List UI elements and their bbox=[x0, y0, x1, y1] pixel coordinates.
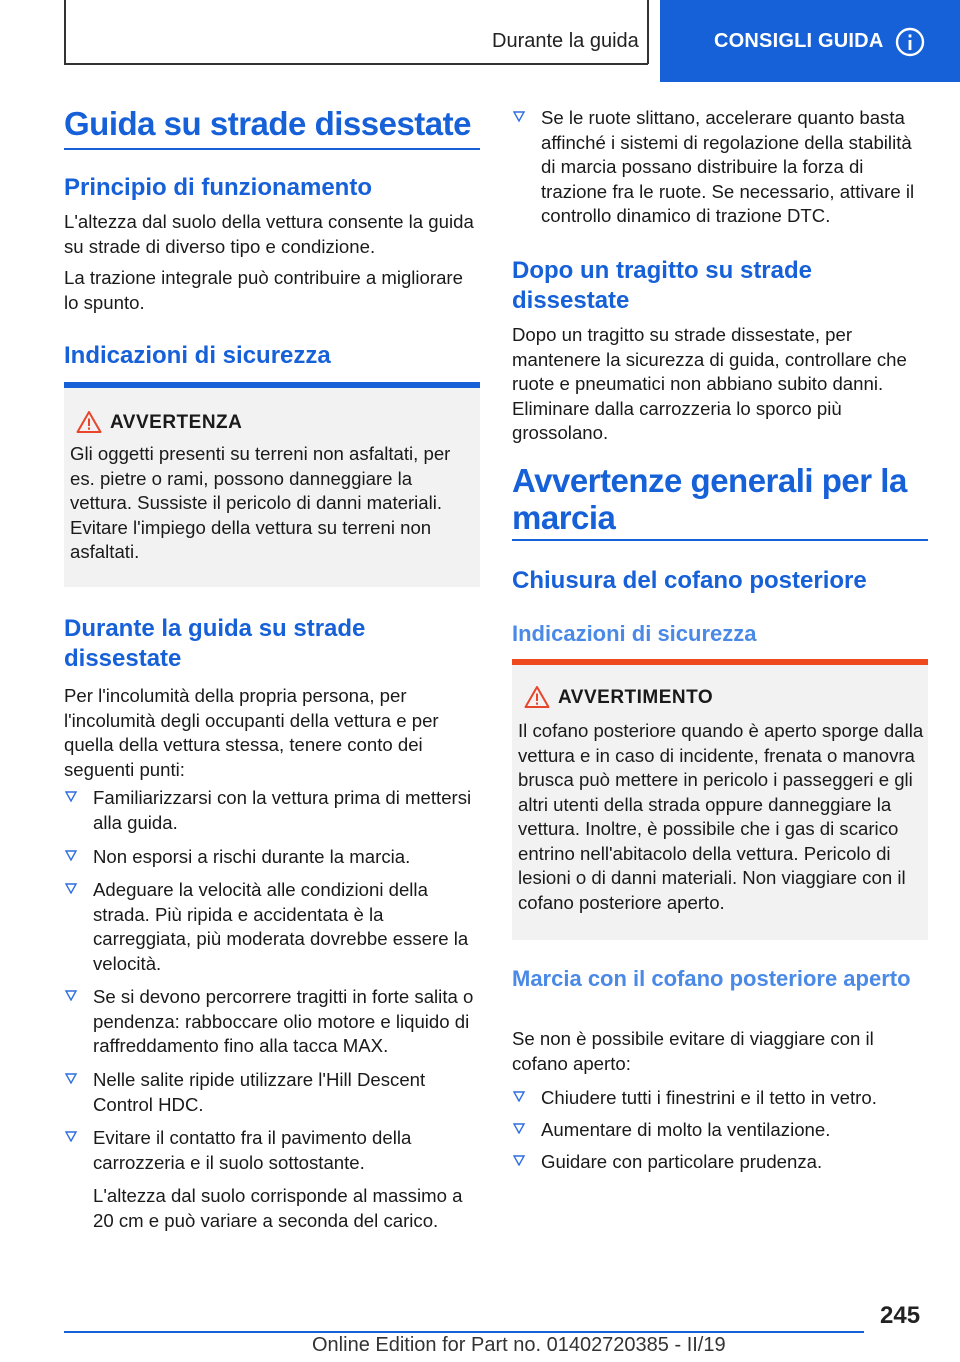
header-rule-divider bbox=[647, 0, 649, 64]
warning-box bbox=[512, 659, 928, 940]
heading-chiusura: Chiusura del cofano posteriore bbox=[512, 567, 867, 594]
section-title: Durante la guida bbox=[492, 30, 639, 52]
heading-dopo: Dopo un tragitto su strade dissestate bbox=[512, 257, 812, 314]
page-number: 245 bbox=[880, 1302, 921, 1329]
header-rule-left bbox=[64, 0, 66, 64]
subheading-sicurezza: Indicazioni di sicurezza bbox=[512, 621, 757, 646]
paragraph: Dopo un tragitto su strade dissestate, per mantenere la sicurezza di guida, controllare che ruote e pneumatici non abbiano subito danni. Eliminare dalla carrozzeria lo sporco più grossolano. bbox=[512, 324, 907, 443]
triangle-bullet-icon bbox=[513, 1122, 525, 1134]
list-item: Aumentare di molto la ventilazione. bbox=[541, 1118, 928, 1143]
heading-principio: Principio di funzionamento bbox=[64, 174, 372, 201]
warning-title: AVVERTENZA bbox=[110, 412, 243, 433]
info-icon[interactable] bbox=[894, 26, 926, 58]
heading-rule bbox=[512, 539, 928, 541]
warning-bar bbox=[512, 659, 928, 665]
triangle-bullet-icon bbox=[65, 882, 77, 894]
chapter-tab-label: CONSIGLI GUIDA bbox=[714, 30, 884, 52]
heading-durante: Durante la guida su strade dissestate bbox=[64, 615, 366, 672]
paragraph: Per l'incolumità della propria persona, per l'incolumità degli occupanti della vettura e per quella della vettura stessa, tenere conto dei seguenti punti: bbox=[64, 685, 439, 780]
triangle-bullet-icon bbox=[65, 849, 77, 861]
triangle-bullet-icon bbox=[65, 1072, 77, 1084]
triangle-bullet-icon bbox=[513, 1090, 525, 1102]
list-item: Non esporsi a rischi durante la marcia. bbox=[93, 845, 480, 870]
list-item: Chiudere tutti i finestrini e il tetto in vetro. bbox=[541, 1086, 928, 1111]
paragraph: L'altezza dal suolo della vettura consente la guida su strade di diverso tipo e condizione. bbox=[64, 211, 474, 257]
header-rule-bottom bbox=[64, 63, 648, 65]
triangle-bullet-icon bbox=[513, 1154, 525, 1166]
heading-rule bbox=[64, 148, 480, 150]
list-item: Nelle salite ripide utilizzare l'Hill Descent Control HDC. bbox=[93, 1068, 480, 1117]
page-heading: Guida su strade dissestate bbox=[64, 105, 471, 142]
warning-triangle-icon bbox=[76, 410, 102, 434]
triangle-bullet-icon bbox=[513, 110, 525, 122]
list-item: Familiarizzarsi con la vettura prima di mettersi alla guida. bbox=[93, 786, 480, 835]
warning-text: Il cofano posteriore quando è aperto sporge dalla vettura e in caso di incidente, frenata o manovra brusca può mettere in pericolo i passeggeri e gli altri utenti della strada oppure danneggiare la vettura. Inoltre, è possibile che i gas di scarico entrino nell'abitacolo della vettura. Pericolo di lesioni o di danni materiali. Non viaggiare con il cofano posteriore aperto. bbox=[518, 720, 924, 913]
warning-triangle-icon bbox=[524, 685, 550, 709]
warning-text: Gli oggetti presenti su terreni non asfaltati, per es. pietre o rami, possono danneggiare la vettura. Sussiste il pericolo di danni materiali. Evitare l'impiego della vettura su terreni non asfaltati. bbox=[70, 443, 451, 562]
paragraph: Se non è possibile evitare di viaggiare con il cofano aperto: bbox=[512, 1028, 874, 1074]
warning-title: AVVERTIMENTO bbox=[558, 687, 714, 708]
list-note: L'altezza dal suolo corrisponde al massimo a 20 cm e può variare a seconda del carico. bbox=[93, 1185, 463, 1231]
list-item: Guidare con particolare prudenza. bbox=[541, 1150, 928, 1175]
heading-sicurezza: Indicazioni di sicurezza bbox=[64, 342, 331, 369]
footer-edition: Online Edition for Part no. 01402720385 - II/19 bbox=[312, 1334, 726, 1356]
triangle-bullet-icon bbox=[65, 1130, 77, 1142]
footer-rule bbox=[64, 1331, 864, 1333]
chapter-tab[interactable] bbox=[660, 0, 960, 82]
page-heading-2: Avvertenze generali per la marcia bbox=[512, 462, 907, 536]
triangle-bullet-icon bbox=[65, 790, 77, 802]
warning-bar bbox=[64, 382, 480, 388]
triangle-bullet-icon bbox=[65, 989, 77, 1001]
list-item: Se si devono percorrere tragitti in forte salita o pendenza: rabboccare olio motore e liquido di raffreddamento fino alla tacca MAX. bbox=[93, 985, 480, 1059]
list-item: Evitare il contatto fra il pavimento della carrozzeria e il suolo sottostante. bbox=[93, 1126, 480, 1175]
list-item: Se le ruote slittano, accelerare quanto basta affinché i sistemi di regolazione della stabilità di marcia possano distribuire la forza di trazione fra le ruote. Se necessario, attivare il controllo dinamico di trazione DTC. bbox=[541, 106, 928, 229]
list-item: Adeguare la velocità alle condizioni della strada. Più ripida e accidentata è la carreggiata, più moderata dovrebbe essere la velocità. bbox=[93, 878, 480, 976]
warning-box bbox=[64, 382, 480, 587]
heading-marcia: Marcia con il cofano posteriore aperto bbox=[512, 966, 911, 991]
paragraph: La trazione integrale può contribuire a migliorare lo spunto. bbox=[64, 267, 463, 313]
